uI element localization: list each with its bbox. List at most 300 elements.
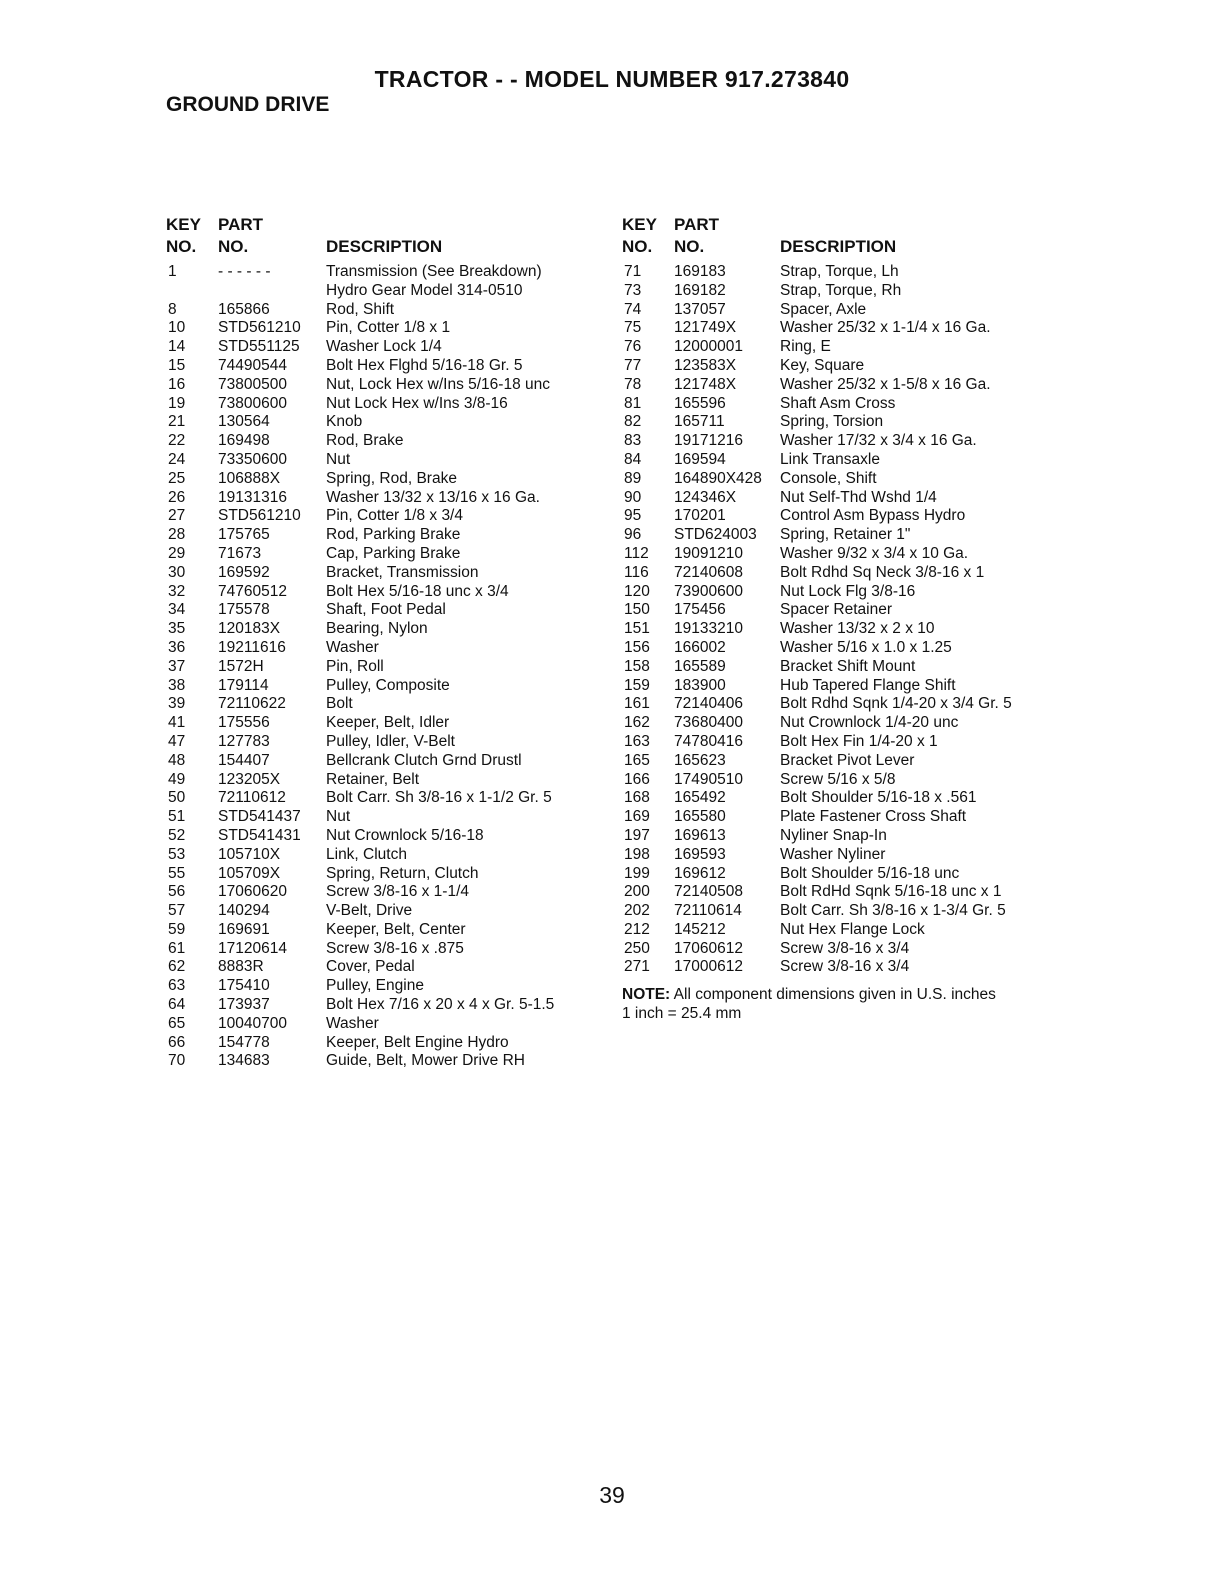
description-cell: Link, Clutch — [326, 845, 407, 863]
key-no-cell: 212 — [624, 920, 650, 938]
key-no-cell: 34 — [168, 601, 186, 619]
key-no-cell: 16 — [168, 375, 186, 393]
part-no-cell: 165711 — [674, 413, 725, 431]
parts-row — [166, 451, 606, 470]
parts-row — [622, 263, 1062, 282]
parts-row — [166, 338, 606, 357]
parts-row — [166, 376, 606, 395]
parts-row — [166, 639, 606, 658]
parts-row — [166, 940, 606, 959]
parts-row — [622, 865, 1062, 884]
description-cell: Spring, Return, Clutch — [326, 864, 479, 882]
parts-row — [622, 451, 1062, 470]
part-no-cell: 164890X428 — [674, 469, 762, 487]
parts-row — [166, 301, 606, 320]
part-no-cell: 134683 — [218, 1052, 270, 1070]
part-no-cell: 173937 — [218, 996, 270, 1014]
part-no-cell: STD624003 — [674, 526, 757, 544]
parts-row — [622, 752, 1062, 771]
parts-row — [622, 601, 1062, 620]
description-cell: Control Asm Bypass Hydro — [780, 507, 966, 525]
description-cell: Ring, E — [780, 338, 831, 356]
part-no-cell: 175456 — [674, 601, 726, 619]
key-no-cell: 77 — [624, 356, 642, 374]
part-no-cell: 169498 — [218, 432, 270, 450]
parts-row — [166, 695, 606, 714]
parts-row — [166, 789, 606, 808]
key-no-cell: 197 — [624, 826, 650, 844]
part-no-cell: 105709X — [218, 864, 281, 882]
key-no-cell: 1 — [168, 263, 177, 280]
part-no-cell: 179114 — [218, 676, 269, 694]
parts-row — [622, 489, 1062, 508]
description-cell: Washer — [326, 638, 379, 656]
key-no-cell: 28 — [168, 526, 186, 544]
key-no-cell: 89 — [624, 469, 642, 487]
description-cell: Bolt Hex Fin 1/4-20 x 1 — [780, 732, 938, 750]
key-no-cell: 36 — [168, 638, 186, 656]
key-no-cell: 250 — [624, 939, 650, 957]
key-no-cell: 65 — [168, 1014, 186, 1032]
description-cell: Nut Crownlock 1/4-20 unc — [780, 714, 959, 732]
parts-row — [166, 752, 606, 771]
part-no-cell: 72110614 — [674, 902, 742, 920]
parts-row — [622, 639, 1062, 658]
key-no-cell: 38 — [168, 676, 186, 694]
parts-row — [166, 733, 606, 752]
part-no-cell: 175410 — [218, 977, 270, 995]
parts-row — [166, 1052, 606, 1071]
key-no-cell: 64 — [168, 996, 186, 1014]
parts-row — [166, 526, 606, 545]
key-no-cell: 159 — [624, 676, 650, 694]
part-no-cell: - - - - - - — [218, 263, 271, 280]
key-no-cell: 151 — [624, 620, 650, 638]
description-cell: Keeper, Belt, Idler — [326, 714, 450, 732]
key-no-cell: 59 — [168, 920, 186, 938]
description-cell: Washer 17/32 x 3/4 x 16 Ga. — [780, 432, 977, 450]
key-no-cell: 158 — [624, 657, 650, 675]
key-no-cell: 81 — [624, 394, 642, 412]
key-no-cell: 55 — [168, 864, 186, 882]
key-no-cell: 21 — [168, 413, 186, 431]
description-cell: Cover, Pedal — [326, 958, 415, 976]
description-cell: Bolt Hex Flghd 5/16-18 Gr. 5 — [326, 356, 523, 374]
part-no-cell: 165866 — [218, 300, 270, 318]
note-line2: 1 inch = 25.4 mm — [622, 1005, 742, 1023]
key-no-cell: 50 — [168, 789, 186, 807]
parts-row — [166, 677, 606, 696]
key-no-cell: 76 — [624, 338, 642, 356]
part-header-line2: NO. — [674, 237, 705, 256]
key-no-cell: 112 — [624, 544, 649, 562]
key-no-cell: 120 — [624, 582, 650, 600]
part-no-cell: 170201 — [674, 507, 726, 525]
description-cell: Washer 5/16 x 1.0 x 1.25 — [780, 638, 952, 656]
parts-row — [622, 733, 1062, 752]
page-number: 39 — [599, 1482, 625, 1508]
description-cell: Console, Shift — [780, 469, 877, 487]
key-no-cell: 63 — [168, 977, 186, 995]
key-no-cell: 271 — [624, 958, 650, 976]
description-cell: Rod, Shift — [326, 300, 395, 318]
key-no-cell: 200 — [624, 883, 650, 901]
part-no-cell: 121749X — [674, 319, 737, 337]
part-no-cell: 73900600 — [674, 582, 743, 600]
key-no-cell: 162 — [624, 714, 650, 732]
parts-row — [166, 865, 606, 884]
key-no-cell: 56 — [168, 883, 186, 901]
section-heading: GROUND DRIVE — [166, 93, 330, 116]
key-no-cell: 78 — [624, 375, 642, 393]
description-cell: Plate Fastener Cross Shaft — [780, 808, 967, 826]
parts-row — [622, 940, 1062, 959]
parts-row — [622, 507, 1062, 526]
parts-row — [622, 564, 1062, 583]
part-no-cell: 17490510 — [674, 770, 743, 788]
part-no-cell: 123205X — [218, 770, 281, 788]
page-title: TRACTOR - - MODEL NUMBER 917.273840 — [374, 66, 850, 92]
key-no-cell: 49 — [168, 770, 186, 788]
part-no-cell: 73680400 — [674, 714, 743, 732]
part-no-cell: 19131316 — [218, 488, 287, 506]
key-no-cell: 41 — [168, 714, 186, 732]
description-cell: Washer 13/32 x 2 x 10 — [780, 620, 935, 638]
parts-row — [166, 1015, 606, 1034]
part-no-cell: 73800600 — [218, 394, 287, 412]
part-no-cell: 166002 — [674, 638, 726, 656]
part-no-cell: 124346X — [674, 488, 737, 506]
parts-table-header — [166, 214, 606, 263]
part-no-cell: STD561210 — [218, 319, 301, 337]
part-no-cell: 130564 — [218, 413, 270, 431]
part-no-cell: 106888X — [218, 469, 281, 487]
part-no-cell: 19091210 — [674, 544, 743, 562]
key-no-cell: 71 — [624, 263, 642, 280]
part-no-cell: 120183X — [218, 620, 281, 638]
description-cell: Strap, Torque, Rh — [780, 281, 902, 299]
description-cell: Pulley, Composite — [326, 676, 450, 694]
description-cell: Cap, Parking Brake — [326, 544, 461, 562]
part-no-cell: 169594 — [674, 450, 726, 468]
key-no-cell: 57 — [168, 902, 186, 920]
part-no-cell: 169612 — [674, 864, 726, 882]
description-cell: Strap, Torque, Lh — [780, 263, 899, 280]
key-no-cell: 74 — [624, 300, 642, 318]
description-cell: Transmission (See Breakdown) — [326, 263, 542, 280]
parts-row — [166, 883, 606, 902]
parts-row — [622, 958, 1062, 977]
parts-row — [622, 583, 1062, 602]
description-cell: Shaft, Foot Pedal — [326, 601, 446, 619]
key-no-cell: 96 — [624, 526, 642, 544]
parts-row — [166, 282, 606, 301]
key-no-cell: 66 — [168, 1033, 186, 1051]
part-no-cell: 169613 — [674, 826, 726, 844]
part-no-cell: 165623 — [674, 751, 726, 769]
part-no-cell: 17060620 — [218, 883, 287, 901]
parts-row — [622, 413, 1062, 432]
parts-row — [166, 658, 606, 677]
parts-row — [166, 263, 606, 282]
description-cell: Hydro Gear Model 314-0510 — [326, 281, 523, 299]
parts-row — [166, 620, 606, 639]
parts-row — [622, 338, 1062, 357]
description-cell: Keeper, Belt Engine Hydro — [326, 1033, 509, 1051]
part-no-cell: 175765 — [218, 526, 270, 544]
note-text: All component dimensions given in U.S. inches — [670, 986, 996, 1004]
description-cell: Bellcrank Clutch Grnd Drustl — [326, 751, 522, 769]
parts-row — [166, 601, 606, 620]
parts-row — [622, 395, 1062, 414]
part-no-cell: 10040700 — [218, 1014, 287, 1032]
parts-row — [622, 432, 1062, 451]
description-cell: Pin, Cotter 1/8 x 3/4 — [326, 507, 463, 525]
description-cell: Nyliner Snap-In — [780, 826, 887, 844]
description-cell: Spring, Rod, Brake — [326, 469, 457, 487]
description-cell: Rod, Parking Brake — [326, 526, 461, 544]
key-no-cell: 53 — [168, 845, 186, 863]
parts-row — [622, 620, 1062, 639]
parts-row — [166, 958, 606, 977]
description-cell: Pin, Cotter 1/8 x 1 — [326, 319, 451, 337]
description-cell: Pulley, Engine — [326, 977, 424, 995]
part-no-cell: STD541431 — [218, 826, 301, 844]
parts-row — [166, 357, 606, 376]
key-no-cell: 19 — [168, 394, 186, 412]
description-cell: Bolt Shoulder 5/16-18 x .561 — [780, 789, 977, 807]
key-no-cell: 73 — [624, 281, 642, 299]
key-no-cell: 156 — [624, 638, 650, 656]
part-no-cell: 73350600 — [218, 450, 287, 468]
description-cell: Key, Square — [780, 356, 865, 374]
part-header-line2: NO. — [218, 237, 249, 256]
description-cell: Washer Nyliner — [780, 845, 886, 863]
description-cell: Nut — [326, 808, 351, 826]
parts-row — [622, 921, 1062, 940]
key-no-cell: 202 — [624, 902, 650, 920]
key-no-cell: 15 — [168, 356, 186, 374]
parts-row — [622, 526, 1062, 545]
part-no-cell: 74490544 — [218, 356, 287, 374]
part-no-cell: 19133210 — [674, 620, 743, 638]
description-cell: Washer 25/32 x 1-1/4 x 16 Ga. — [780, 319, 991, 337]
description-cell: V-Belt, Drive — [326, 902, 413, 920]
part-no-cell: 169183 — [674, 263, 726, 280]
parts-row — [166, 319, 606, 338]
description-cell: Pulley, Idler, V-Belt — [326, 732, 455, 750]
key-no-cell: 51 — [168, 808, 186, 826]
key-no-cell: 35 — [168, 620, 186, 638]
key-no-cell: 168 — [624, 789, 650, 807]
parts-row — [622, 808, 1062, 827]
part-header-line1: PART — [218, 215, 264, 234]
parts-row — [166, 413, 606, 432]
description-cell: Bolt — [326, 695, 353, 713]
part-no-cell: 121748X — [674, 375, 737, 393]
key-no-cell: 70 — [168, 1052, 186, 1070]
parts-row — [622, 771, 1062, 790]
parts-row — [166, 583, 606, 602]
parts-row — [166, 1034, 606, 1053]
description-cell: Guide, Belt, Mower Drive RH — [326, 1052, 525, 1070]
key-no-cell: 52 — [168, 826, 186, 844]
description-cell: Bolt RdHd Sqnk 5/16-18 unc x 1 — [780, 883, 1002, 901]
key-no-cell: 10 — [168, 319, 186, 337]
key-no-cell: 22 — [168, 432, 186, 450]
description-cell: Hub Tapered Flange Shift — [780, 676, 956, 694]
description-cell: Bracket, Transmission — [326, 563, 479, 581]
parts-row — [622, 846, 1062, 865]
description-cell: Pin, Roll — [326, 657, 384, 675]
part-no-cell: 183900 — [674, 676, 726, 694]
description-cell: Screw 3/8-16 x .875 — [326, 939, 464, 957]
description-cell: Washer 9/32 x 3/4 x 10 Ga. — [780, 544, 969, 562]
parts-row — [622, 695, 1062, 714]
part-no-cell: 72140608 — [674, 563, 743, 581]
part-no-cell: 8883R — [218, 958, 264, 976]
parts-row — [166, 395, 606, 414]
part-no-cell: 140294 — [218, 902, 270, 920]
description-cell: Shaft Asm Cross — [780, 394, 896, 412]
key-no-cell: 47 — [168, 732, 186, 750]
part-no-cell: 12000001 — [674, 338, 743, 356]
key-no-cell: 169 — [624, 808, 650, 826]
description-cell: Link Transaxle — [780, 450, 880, 468]
parts-row — [622, 301, 1062, 320]
key-no-cell: 61 — [168, 939, 186, 957]
parts-row — [166, 921, 606, 940]
part-no-cell: 127783 — [218, 732, 270, 750]
parts-row — [622, 658, 1062, 677]
key-no-cell: 82 — [624, 413, 642, 431]
key-no-cell: 39 — [168, 695, 186, 713]
part-header-line1: PART — [674, 215, 720, 234]
description-cell: Washer Lock 1/4 — [326, 338, 442, 356]
part-no-cell: 145212 — [674, 920, 726, 938]
part-no-cell: 71673 — [218, 544, 262, 562]
description-cell: Nut Lock Flg 3/8-16 — [780, 582, 916, 600]
description-cell: Spacer, Axle — [780, 300, 867, 318]
description-cell: Bracket Pivot Lever — [780, 751, 915, 769]
key-no-cell: 83 — [624, 432, 642, 450]
part-no-cell: 1572H — [218, 657, 264, 675]
part-no-cell: 123583X — [674, 356, 737, 374]
parts-row — [166, 714, 606, 733]
part-no-cell: STD561210 — [218, 507, 301, 525]
note-label: NOTE: — [622, 986, 671, 1004]
parts-row — [166, 808, 606, 827]
description-cell: Bolt Rdhd Sqnk 1/4-20 x 3/4 Gr. 5 — [780, 695, 1012, 713]
part-no-cell: 169593 — [674, 845, 726, 863]
key-no-cell: 166 — [624, 770, 650, 788]
key-no-cell: 48 — [168, 751, 186, 769]
part-no-cell: 169182 — [674, 281, 726, 299]
description-header: DESCRIPTION — [326, 237, 443, 256]
key-no-cell: 62 — [168, 958, 186, 976]
parts-row — [622, 282, 1062, 301]
parts-row — [622, 883, 1062, 902]
part-no-cell: 19211616 — [218, 638, 286, 656]
part-no-cell: 137057 — [674, 300, 726, 318]
parts-row — [166, 846, 606, 865]
parts-row — [166, 902, 606, 921]
key-no-cell: 30 — [168, 563, 186, 581]
part-no-cell: 105710X — [218, 845, 281, 863]
description-cell: Keeper, Belt, Center — [326, 920, 466, 938]
key-no-cell: 161 — [624, 695, 650, 713]
description-cell: Washer 13/32 x 13/16 x 16 Ga. — [326, 488, 540, 506]
part-no-cell: 175556 — [218, 714, 270, 732]
description-header: DESCRIPTION — [780, 237, 897, 256]
description-cell: Bearing, Nylon — [326, 620, 428, 638]
parts-row — [622, 545, 1062, 564]
key-header-line1: KEY — [166, 215, 201, 234]
description-cell: Bracket Shift Mount — [780, 657, 916, 675]
part-no-cell: 72140406 — [674, 695, 743, 713]
part-no-cell: 154778 — [218, 1033, 270, 1051]
description-cell: Nut Hex Flange Lock — [780, 920, 925, 938]
description-cell: Nut Crownlock 5/16-18 — [326, 826, 484, 844]
description-cell: Bolt Carr. Sh 3/8-16 x 1-3/4 Gr. 5 — [780, 902, 1006, 920]
key-no-cell: 75 — [624, 319, 642, 337]
key-no-cell: 26 — [168, 488, 186, 506]
key-no-cell: 198 — [624, 845, 650, 863]
part-no-cell: 72140508 — [674, 883, 743, 901]
key-no-cell: 29 — [168, 544, 186, 562]
part-no-cell: 17120614 — [218, 939, 287, 957]
parts-row — [166, 507, 606, 526]
part-no-cell: 165589 — [674, 657, 726, 675]
description-cell: Screw 3/8-16 x 3/4 — [780, 958, 910, 976]
key-no-cell: 84 — [624, 450, 642, 468]
parts-row — [622, 470, 1062, 489]
parts-row — [622, 827, 1062, 846]
parts-row — [622, 677, 1062, 696]
part-no-cell: 74780416 — [674, 732, 743, 750]
part-no-cell: 72110622 — [218, 695, 286, 713]
description-cell: Spacer Retainer — [780, 601, 893, 619]
part-no-cell: STD541437 — [218, 808, 301, 826]
key-no-cell: 14 — [168, 338, 186, 356]
part-no-cell: 154407 — [218, 751, 270, 769]
description-cell: Retainer, Belt — [326, 770, 420, 788]
part-no-cell: 17060612 — [674, 939, 743, 957]
parts-row — [166, 470, 606, 489]
part-no-cell: 175578 — [218, 601, 270, 619]
parts-row — [166, 996, 606, 1015]
description-cell: Bolt Carr. Sh 3/8-16 x 1-1/2 Gr. 5 — [326, 789, 552, 807]
parts-row — [166, 489, 606, 508]
description-cell: Washer 25/32 x 1-5/8 x 16 Ga. — [780, 375, 991, 393]
description-cell: Screw 3/8-16 x 1-1/4 — [326, 883, 470, 901]
key-header-line1: KEY — [622, 215, 657, 234]
description-cell: Screw 5/16 x 5/8 — [780, 770, 896, 788]
parts-row — [166, 771, 606, 790]
key-no-cell: 199 — [624, 864, 650, 882]
description-cell: Bolt Rdhd Sq Neck 3/8-16 x 1 — [780, 563, 985, 581]
parts-row — [166, 564, 606, 583]
parts-row — [622, 357, 1062, 376]
key-no-cell: 90 — [624, 488, 642, 506]
parts-row — [622, 319, 1062, 338]
description-cell: Screw 3/8-16 x 3/4 — [780, 939, 910, 957]
key-no-cell: 24 — [168, 450, 186, 468]
key-no-cell: 25 — [168, 469, 186, 487]
key-no-cell: 27 — [168, 507, 186, 525]
parts-row — [166, 545, 606, 564]
part-no-cell: 165492 — [674, 789, 726, 807]
